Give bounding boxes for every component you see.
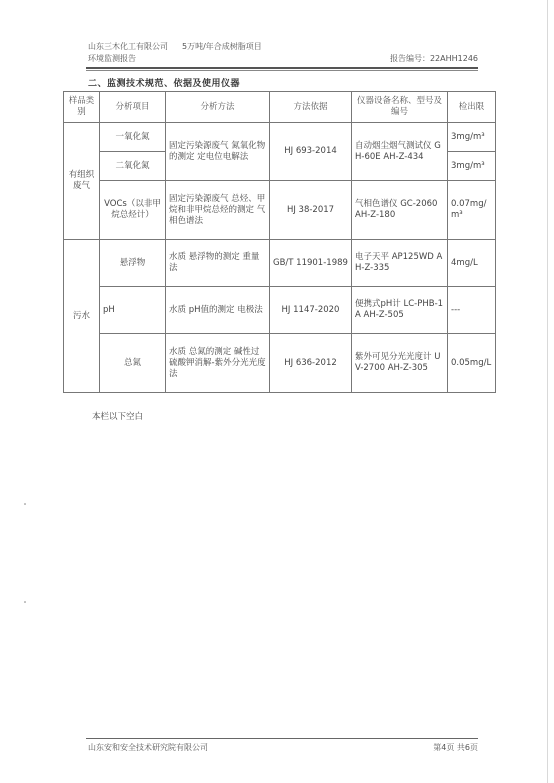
header-report-type: 环境监测报告 <box>88 54 136 63</box>
limit-cell: --- <box>448 287 496 334</box>
item-cell: 总氮 <box>100 334 166 393</box>
page-edge-shadow <box>547 0 548 783</box>
footer-page-number: 第4页 共6页 <box>433 743 478 752</box>
instrument-cell: 自动烟尘烟气测试仪 GH-60E AH-Z-434 <box>352 123 448 181</box>
basis-cell: HJ 636-2012 <box>270 334 352 393</box>
header-cell-analysis-item: 分析项目 <box>100 92 166 123</box>
header-cell-sample-type: 样品类别 <box>64 92 100 123</box>
method-cell: 固定污染源废气 氮氧化物的测定 定电位电解法 <box>166 123 270 181</box>
header-report-number: 报告编号：22AHH1246 <box>389 54 478 63</box>
basis-cell: HJ 693-2014 <box>270 123 352 181</box>
header-project: 5万吨/年合成树脂项目 <box>182 42 262 51</box>
limit-cell: 3mg/m³ <box>448 152 496 181</box>
item-cell: 一氧化氮 <box>100 123 166 152</box>
limit-cell: 4mg/L <box>448 240 496 287</box>
basis-cell: HJ 38-2017 <box>270 181 352 240</box>
table-header-row <box>64 92 496 123</box>
header-cell-detection-limit: 检出限 <box>448 92 496 123</box>
instrument-cell: 电子天平 AP125WD AH-Z-335 <box>352 240 448 287</box>
footer-institute: 山东安和安全技术研究院有限公司 <box>88 743 208 752</box>
method-cell: 水质 总氮的测定 碱性过硫酸钾消解-紫外分光光度法 <box>166 334 270 393</box>
footer-rule <box>86 738 478 739</box>
section-title: 二、监测技术规范、依据及使用仪器 <box>88 79 241 89</box>
category-cell-wastewater: 污水 <box>64 240 100 393</box>
limit-cell: 0.07mg/m³ <box>448 181 496 240</box>
header-rule-thick <box>86 67 478 69</box>
table-row <box>64 240 496 287</box>
category-cell-exhaust-gas: 有组织废气 <box>64 123 100 240</box>
limit-cell: 0.05mg/L <box>448 334 496 393</box>
table-row <box>64 287 496 334</box>
basis-cell: HJ 1147-2020 <box>270 287 352 334</box>
limit-cell: 3mg/m³ <box>448 123 496 152</box>
header-cell-instrument: 仪器设备名称、型号及编号 <box>352 92 448 123</box>
scan-speck <box>24 503 26 505</box>
method-cell: 固定污染源废气 总烃、甲烷和非甲烷总烃的测定 气相色谱法 <box>166 181 270 240</box>
table-row <box>64 334 496 393</box>
header-rule-thin <box>86 70 478 71</box>
instrument-cell: 紫外可见分光光度计 UV-2700 AH-Z-305 <box>352 334 448 393</box>
item-cell: VOCs（以非甲烷总烃计） <box>100 181 166 240</box>
basis-cell: GB/T 11901-1989 <box>270 240 352 287</box>
methods-instruments-table <box>63 91 496 393</box>
item-cell: 二氧化氮 <box>100 152 166 181</box>
item-cell: 悬浮物 <box>100 240 166 287</box>
table-row <box>64 123 496 152</box>
blank-below-note: 本栏以下空白 <box>92 412 144 422</box>
instrument-cell: 便携式pH计 LC-PHB-1A AH-Z-505 <box>352 287 448 334</box>
item-cell: pH <box>100 287 166 334</box>
scan-speck <box>24 601 26 603</box>
method-cell: 水质 pH值的测定 电极法 <box>166 287 270 334</box>
header-cell-method-basis: 方法依据 <box>270 92 352 123</box>
instrument-cell: 气相色谱仪 GC-2060 AH-Z-180 <box>352 181 448 240</box>
table-row <box>64 181 496 240</box>
header-line-1 <box>88 41 478 53</box>
header-company: 山东三木化工有限公司 <box>88 42 168 51</box>
method-cell: 水质 悬浮物的测定 重量法 <box>166 240 270 287</box>
header-line-2 <box>88 53 478 65</box>
header-cell-analysis-method: 分析方法 <box>166 92 270 123</box>
